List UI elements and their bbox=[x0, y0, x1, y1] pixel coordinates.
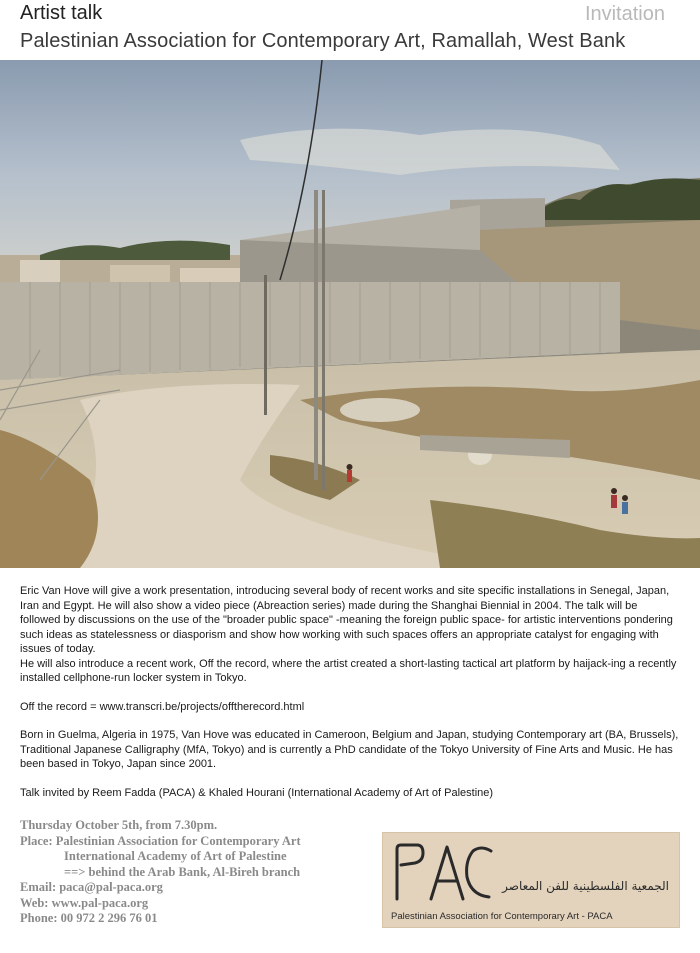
off-the-record-paragraph: He will also introduce a recent work, Off the record, where the artist created a short-lasting tactical art platform by haijack-ing a recently installed cellphone-run locker system in Tokyo. bbox=[20, 657, 677, 684]
event-place-academy: International Academy of Art of Palestine bbox=[64, 849, 287, 863]
invited-by-paragraph: Talk invited by Reem Fadda (PACA) & Khaled Hourani (International Academy of Art of Palestine) bbox=[20, 786, 494, 799]
intro-paragraph: Eric Van Hove will give a work presentation, introducing several body of recent works and site specific installations in Senegal, Japan, Iran and Egypt. He will also show a video piece (Abreaction series) made during the Shanghai Biennial in 2004. The talk will be followed by discussions on the use of the "broader public space" -meaning the foreign public space- for artistic interventions pondering such ideas as statelessness or diasporism and show how working with such spaces offers an appropriate catalyst for engaging with issues of today. bbox=[20, 585, 673, 655]
contact-phone: Phone: 00 972 2 296 76 01 bbox=[20, 911, 158, 925]
paca-logo-arabic: الجمعية الفلسطينية للفن المعاصر bbox=[502, 879, 669, 893]
project-link: Off the record = www.transcri.be/projects/offtherecord.html bbox=[20, 700, 305, 713]
contact-email[interactable]: Email: paca@pal-paca.org bbox=[20, 880, 163, 894]
talk-description bbox=[20, 584, 680, 800]
event-place-directions: ==> behind the Arab Bank, Al-Bireh branch bbox=[64, 864, 301, 879]
paca-logo-mark-icon bbox=[391, 839, 501, 909]
contact-web[interactable]: Web: www.pal-paca.org bbox=[20, 895, 149, 910]
invitation-label: Invitation bbox=[584, 3, 665, 25]
header bbox=[0, 0, 700, 60]
biography-paragraph: Born in Guelma, Algeria in 1975, Van Hove was educated in Cameroon, Belgium and Japan, studying Contemporary art (BA, Brussels), Traditional Japanese Calligraphy (MfA, Tokyo) and is currently a PhD candidate of the Tokyo University of Fine Arts and Music. He has been based in Tokyo, Japan since 2001. bbox=[20, 729, 679, 770]
event-place: Place: Palestinian Association for Contemporary Art bbox=[20, 833, 301, 848]
event-date: Thursday October 5th, from 7.30pm. bbox=[20, 818, 218, 832]
event-details bbox=[20, 818, 380, 927]
organization-name: Palestinian Association for Contemporary Art, Ramallah, West Bank bbox=[20, 30, 626, 52]
page-title: Artist talk bbox=[20, 2, 103, 24]
separation-wall-photo bbox=[0, 60, 700, 568]
paca-logo bbox=[382, 832, 680, 928]
paca-logo-english: Palestinian Association for Contemporary Art - PACA bbox=[391, 911, 613, 922]
